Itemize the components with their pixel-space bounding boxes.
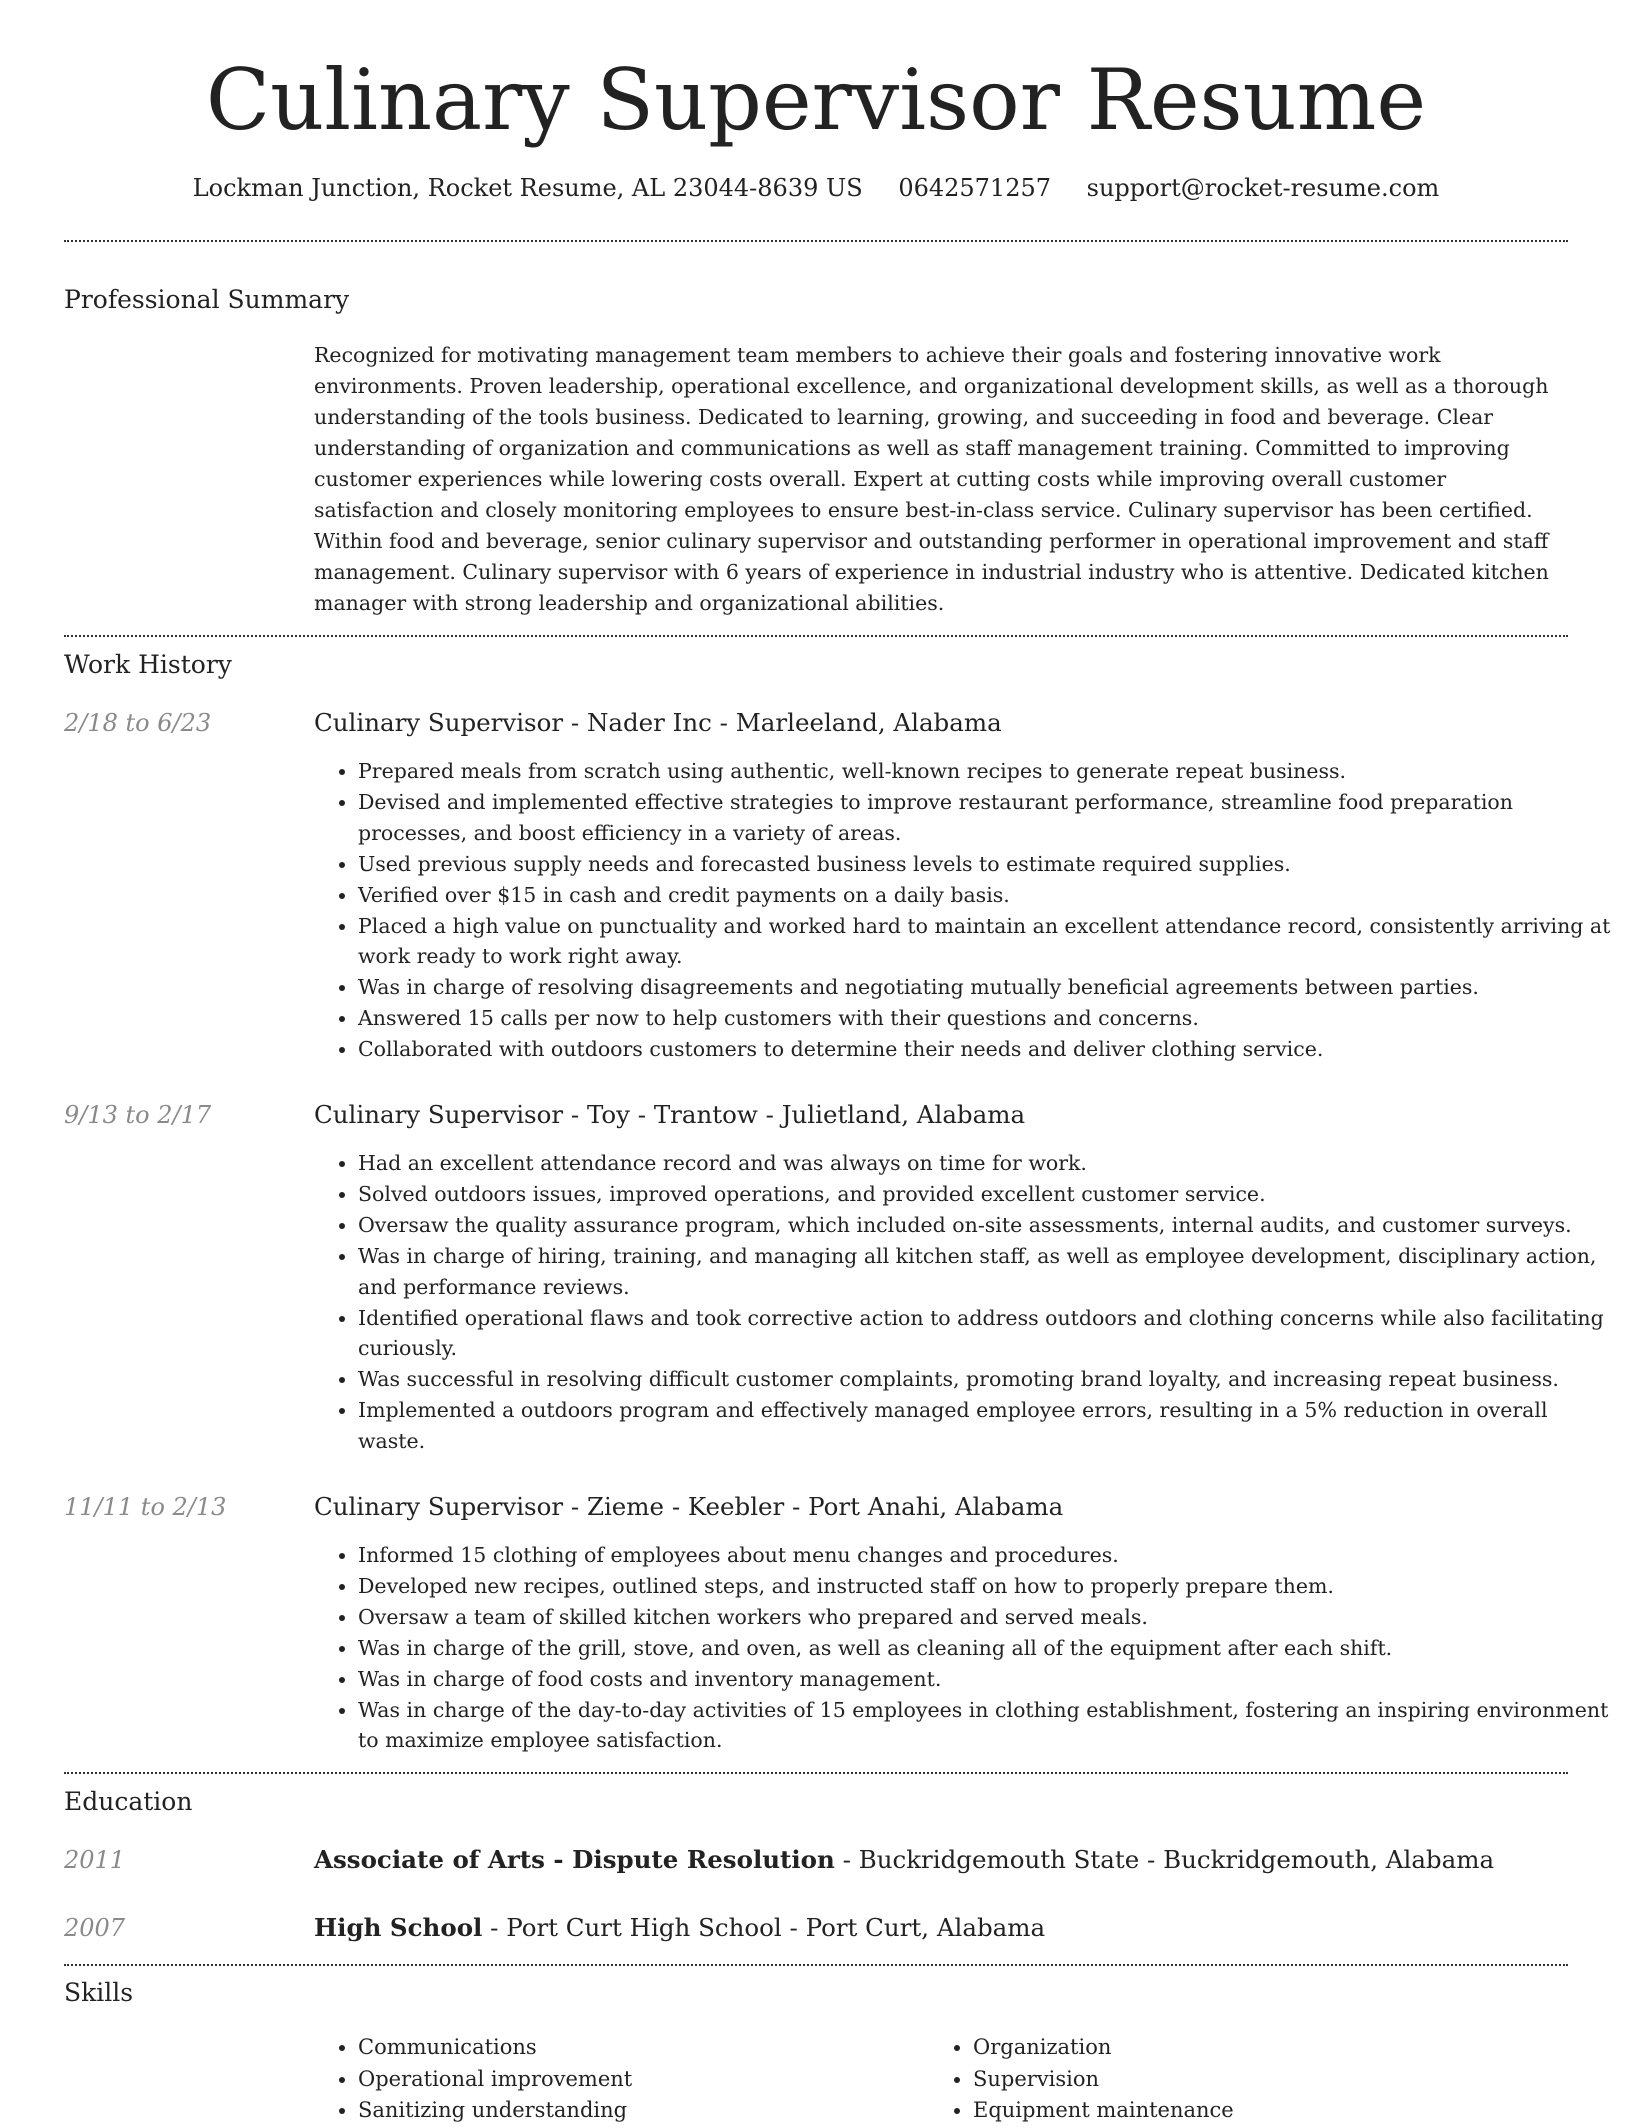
job-dates: 9/13 to 2/17 (64, 1101, 212, 1129)
list-item: • Solved outdoors issues, improved operations, and provided excellent customer service. (358, 1179, 1618, 1210)
job-dates: 2/18 to 6/23 (64, 709, 212, 737)
divider (64, 1772, 1568, 1774)
job-heading (314, 1097, 1025, 1133)
skills-list-right (929, 2032, 1533, 2127)
list-item: • Was in charge of resolving disagreements and negotiating mutually beneficial agreements between parties. (358, 972, 1618, 1003)
section-heading-skills: Skills (64, 1978, 134, 2007)
skill-item: • Supervision (973, 2064, 1533, 2096)
education-year: 2007 (64, 1914, 126, 1942)
list-item: • Verified over $15 in cash and credit payments on a daily basis. (358, 880, 1618, 911)
list-item: • Devised and implemented effective strategies to improve restaurant performance, streamline food preparation processes, and boost efficiency in a variety of areas. (358, 787, 1618, 849)
education-entry (314, 1842, 1494, 1878)
skills-list-left (314, 2032, 918, 2127)
contact-address: Lockman Junction, Rocket Resume, AL 23044-8639 US (192, 174, 863, 202)
education-details: - Buckridgemouth State - Buckridgemouth, Alabama (834, 1845, 1495, 1874)
job-bullets (314, 756, 1618, 1065)
job-title: Culinary Supervisor (314, 1492, 564, 1521)
list-item: • Oversaw a team of skilled kitchen workers who prepared and served meals. (358, 1602, 1618, 1633)
education-degree: High School (314, 1913, 483, 1942)
job-details: - Zieme - Keebler - Port Anahi, Alabama (563, 1492, 1064, 1521)
job-details: - Nader Inc - Marleeland, Alabama (563, 708, 1002, 737)
list-item: • Collaborated with outdoors customers to determine their needs and deliver clothing service. (358, 1034, 1618, 1065)
list-item: • Informed 15 clothing of employees about menu changes and procedures. (358, 1540, 1618, 1571)
job-title: Culinary Supervisor (314, 708, 564, 737)
education-degree: Associate of Arts - Dispute Resolution (314, 1845, 835, 1874)
skill-item: • Organization (973, 2032, 1533, 2064)
divider (64, 240, 1568, 242)
list-item: • Prepared meals from scratch using authentic, well-known recipes to generate repeat business. (358, 756, 1618, 787)
education-year: 2011 (64, 1846, 126, 1874)
job-bullets (314, 1148, 1618, 1457)
job-title: Culinary Supervisor (314, 1100, 564, 1129)
job-heading (314, 705, 1002, 741)
education-entry (314, 1910, 1045, 1946)
list-item: • Identified operational flaws and took corrective action to address outdoors and clothing concerns while also facilitating curiously. (358, 1303, 1618, 1365)
contact-email: support@rocket-resume.com (1086, 174, 1440, 202)
list-item: • Was in charge of the grill, stove, and oven, as well as cleaning all of the equipment after each shift. (358, 1633, 1618, 1664)
list-item: • Oversaw the quality assurance program, which included on-site assessments, internal audits, and customer surveys. (358, 1210, 1618, 1241)
skill-item: • Operational improvement (358, 2064, 918, 2096)
skill-item: • Communications (358, 2032, 918, 2064)
job-details: - Toy - Trantow - Julietland, Alabama (563, 1100, 1026, 1129)
job-bullets (314, 1540, 1618, 1756)
list-item: • Implemented a outdoors program and effectively managed employee errors, resulting in a 5% reduction in overall waste. (358, 1395, 1618, 1457)
list-item: • Was in charge of food costs and inventory management. (358, 1664, 1618, 1695)
list-item: • Was in charge of the day-to-day activities of 15 employees in clothing establishment, fostering an inspiring environment to maximize employee satisfaction. (358, 1695, 1618, 1757)
section-heading-work-history: Work History (64, 650, 232, 679)
skill-item: • Sanitizing understanding (358, 2095, 918, 2127)
contact-phone: 0642571257 (898, 174, 1052, 202)
summary-text: Recognized for motivating management team members to achieve their goals and fostering innovative work environments. Proven leadership, operational excellence, and organizational development skills, as well as a thorough understanding of the tools business. Dedicated to learning, growing, and succeeding in food and beverage. Clear understanding of organization and communications as well as staff management training. Committed to improving customer experiences while lowering costs overall. Expert at cutting costs while improving overall customer satisfaction and closely monitoring employees to ensure best-in-class service. Culinary supervisor has been certified. Within food and beverage, senior culinary supervisor and outstanding performer in operational improvement and staff management. Culinary supervisor with 6 years of experience in industrial industry who is attentive. Dedicated kitchen manager with strong leadership and organizational abilities. (314, 343, 1549, 615)
list-item: • Had an excellent attendance record and was always on time for work. (358, 1148, 1618, 1179)
section-heading-education: Education (64, 1787, 193, 1816)
skill-item: • Equipment maintenance (973, 2095, 1533, 2127)
list-item: • Used previous supply needs and forecasted business levels to estimate required supplies. (358, 849, 1618, 880)
section-heading-summary: Professional Summary (64, 285, 350, 314)
divider (64, 635, 1568, 637)
list-item: • Placed a high value on punctuality and worked hard to maintain an excellent attendance record, consistently arriving at work ready to work right away. (358, 911, 1618, 973)
list-item: • Developed new recipes, outlined steps, and instructed staff on how to properly prepare them. (358, 1571, 1618, 1602)
list-item: • Answered 15 calls per now to help customers with their questions and concerns. (358, 1003, 1618, 1034)
list-item: • Was successful in resolving difficult customer complaints, promoting brand loyalty, and increasing repeat business. (358, 1364, 1618, 1395)
divider (64, 1964, 1568, 1966)
education-details: - Port Curt High School - Port Curt, Alabama (482, 1913, 1046, 1942)
list-item: • Was in charge of hiring, training, and managing all kitchen staff, as well as employee development, disciplinary action, and performance reviews. (358, 1241, 1618, 1303)
job-dates: 11/11 to 2/13 (64, 1493, 227, 1521)
job-heading (314, 1489, 1063, 1525)
page-title: Culinary Supervisor Resume (205, 51, 1427, 149)
contact-line (0, 168, 1632, 208)
